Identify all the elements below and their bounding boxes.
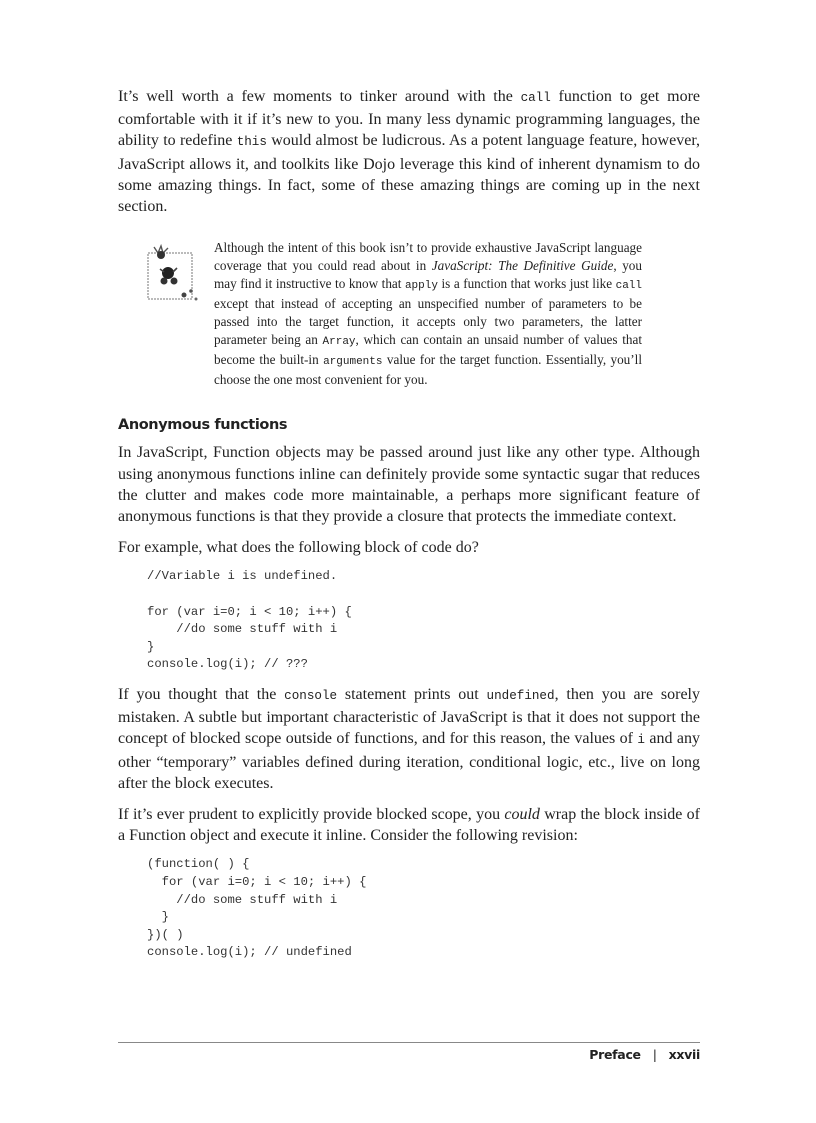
inline-code: this: [236, 135, 267, 150]
page-body: [118, 86, 700, 972]
text-run: If it’s ever prudent to explicitly provide blocked scope, you: [118, 806, 505, 824]
section-heading: Anonymous functions: [118, 417, 288, 434]
text-run: , then you are sorely mistaken. A subtle but important characteristic of JavaScript is that it does not support the concept of blocked scope outside of functions, and for this reason, the values of: [118, 686, 700, 748]
inline-code: Array: [322, 336, 356, 349]
paragraph-example-intro: For example, what does the following block of code do?: [118, 539, 479, 557]
inline-code: undefined: [486, 689, 555, 703]
text-run: would almost be ludicrous. As a potent language feature, however, JavaScript allows it, and toolkits like Dojo leverage this kind of inherent dynamism to do some amazing things. In fact, some of these amazing things are coming up in the next section.: [118, 132, 701, 216]
tip-note: [118, 239, 700, 399]
book-title: JavaScript: The Definitive Guide: [431, 258, 614, 274]
text-run: , which can contain an unsaid number of values that become the built-in: [214, 332, 642, 368]
code-block-loop: //Variable i is undefined. for (var i=0; i < 10; i++) { //do some stuff with i } console.log(i); // ???: [147, 569, 352, 672]
inline-code: i: [637, 733, 645, 748]
text-run: value for the target function. Essentially, you’ll choose the one most convenient for you.: [214, 352, 642, 388]
tip-text: [214, 239, 642, 389]
text-run: wrap the block inside of a Function object and execute it inline. Consider the following revision:: [118, 806, 701, 845]
page-footer: [589, 1047, 700, 1062]
text-run: is a function that works just like: [437, 276, 616, 292]
paragraph-anonymous-functions: In JavaScript, Function objects may be passed around just like any other type. Although using anonymous functions inline can definitely provide some syntactic sugar that reduces the clutter and makes code more maintainable, a perhaps more significant feature of anonymous functions is that they provide a closure that protects the immediate context.: [118, 444, 700, 526]
text-run: It’s well worth a few moments to tinker around with the: [118, 88, 521, 105]
paragraph-block-scope: [118, 684, 700, 794]
text-run: If you thought that the: [118, 686, 285, 703]
emphasis: could: [504, 806, 540, 824]
inline-code: console: [284, 689, 338, 703]
tip-icon: [144, 241, 210, 307]
footer-rule: [118, 1042, 700, 1043]
inline-code: arguments: [323, 356, 383, 369]
text-run: , you may find it instructive to know that: [214, 258, 642, 292]
text-run: statement prints out: [337, 686, 487, 703]
text-run: function to get more comfortable with it if it’s new to you. In many less dynamic programming languages, the ability to redefine: [118, 88, 701, 150]
inline-code: apply: [404, 280, 438, 293]
text-run: Although the intent of this book isn’t to provide exhaustive JavaScript language coverage that you could read about in: [214, 240, 642, 274]
paragraph-call-function: [118, 86, 700, 217]
page-number: xxvii: [668, 1047, 700, 1062]
footer-section: Preface: [589, 1047, 641, 1062]
text-run: except that instead of accepting an unspecified number of parameters to be passed into the target function, it accepts only two parameters, the latter parameter being an: [214, 296, 642, 348]
code-block-iife: (function( ) { for (var i=0; i < 10; i++) { //do some stuff with i } })( ) console.log(i); // undefined: [147, 857, 367, 960]
text-run: and any other “temporary” variables defined during iteration, conditional logic, etc., live on long after the block executes.: [118, 730, 700, 792]
paragraph-revision-intro: [118, 804, 700, 846]
inline-code: call: [520, 91, 551, 105]
footer-separator: |: [652, 1047, 657, 1062]
inline-code: call: [615, 280, 643, 293]
